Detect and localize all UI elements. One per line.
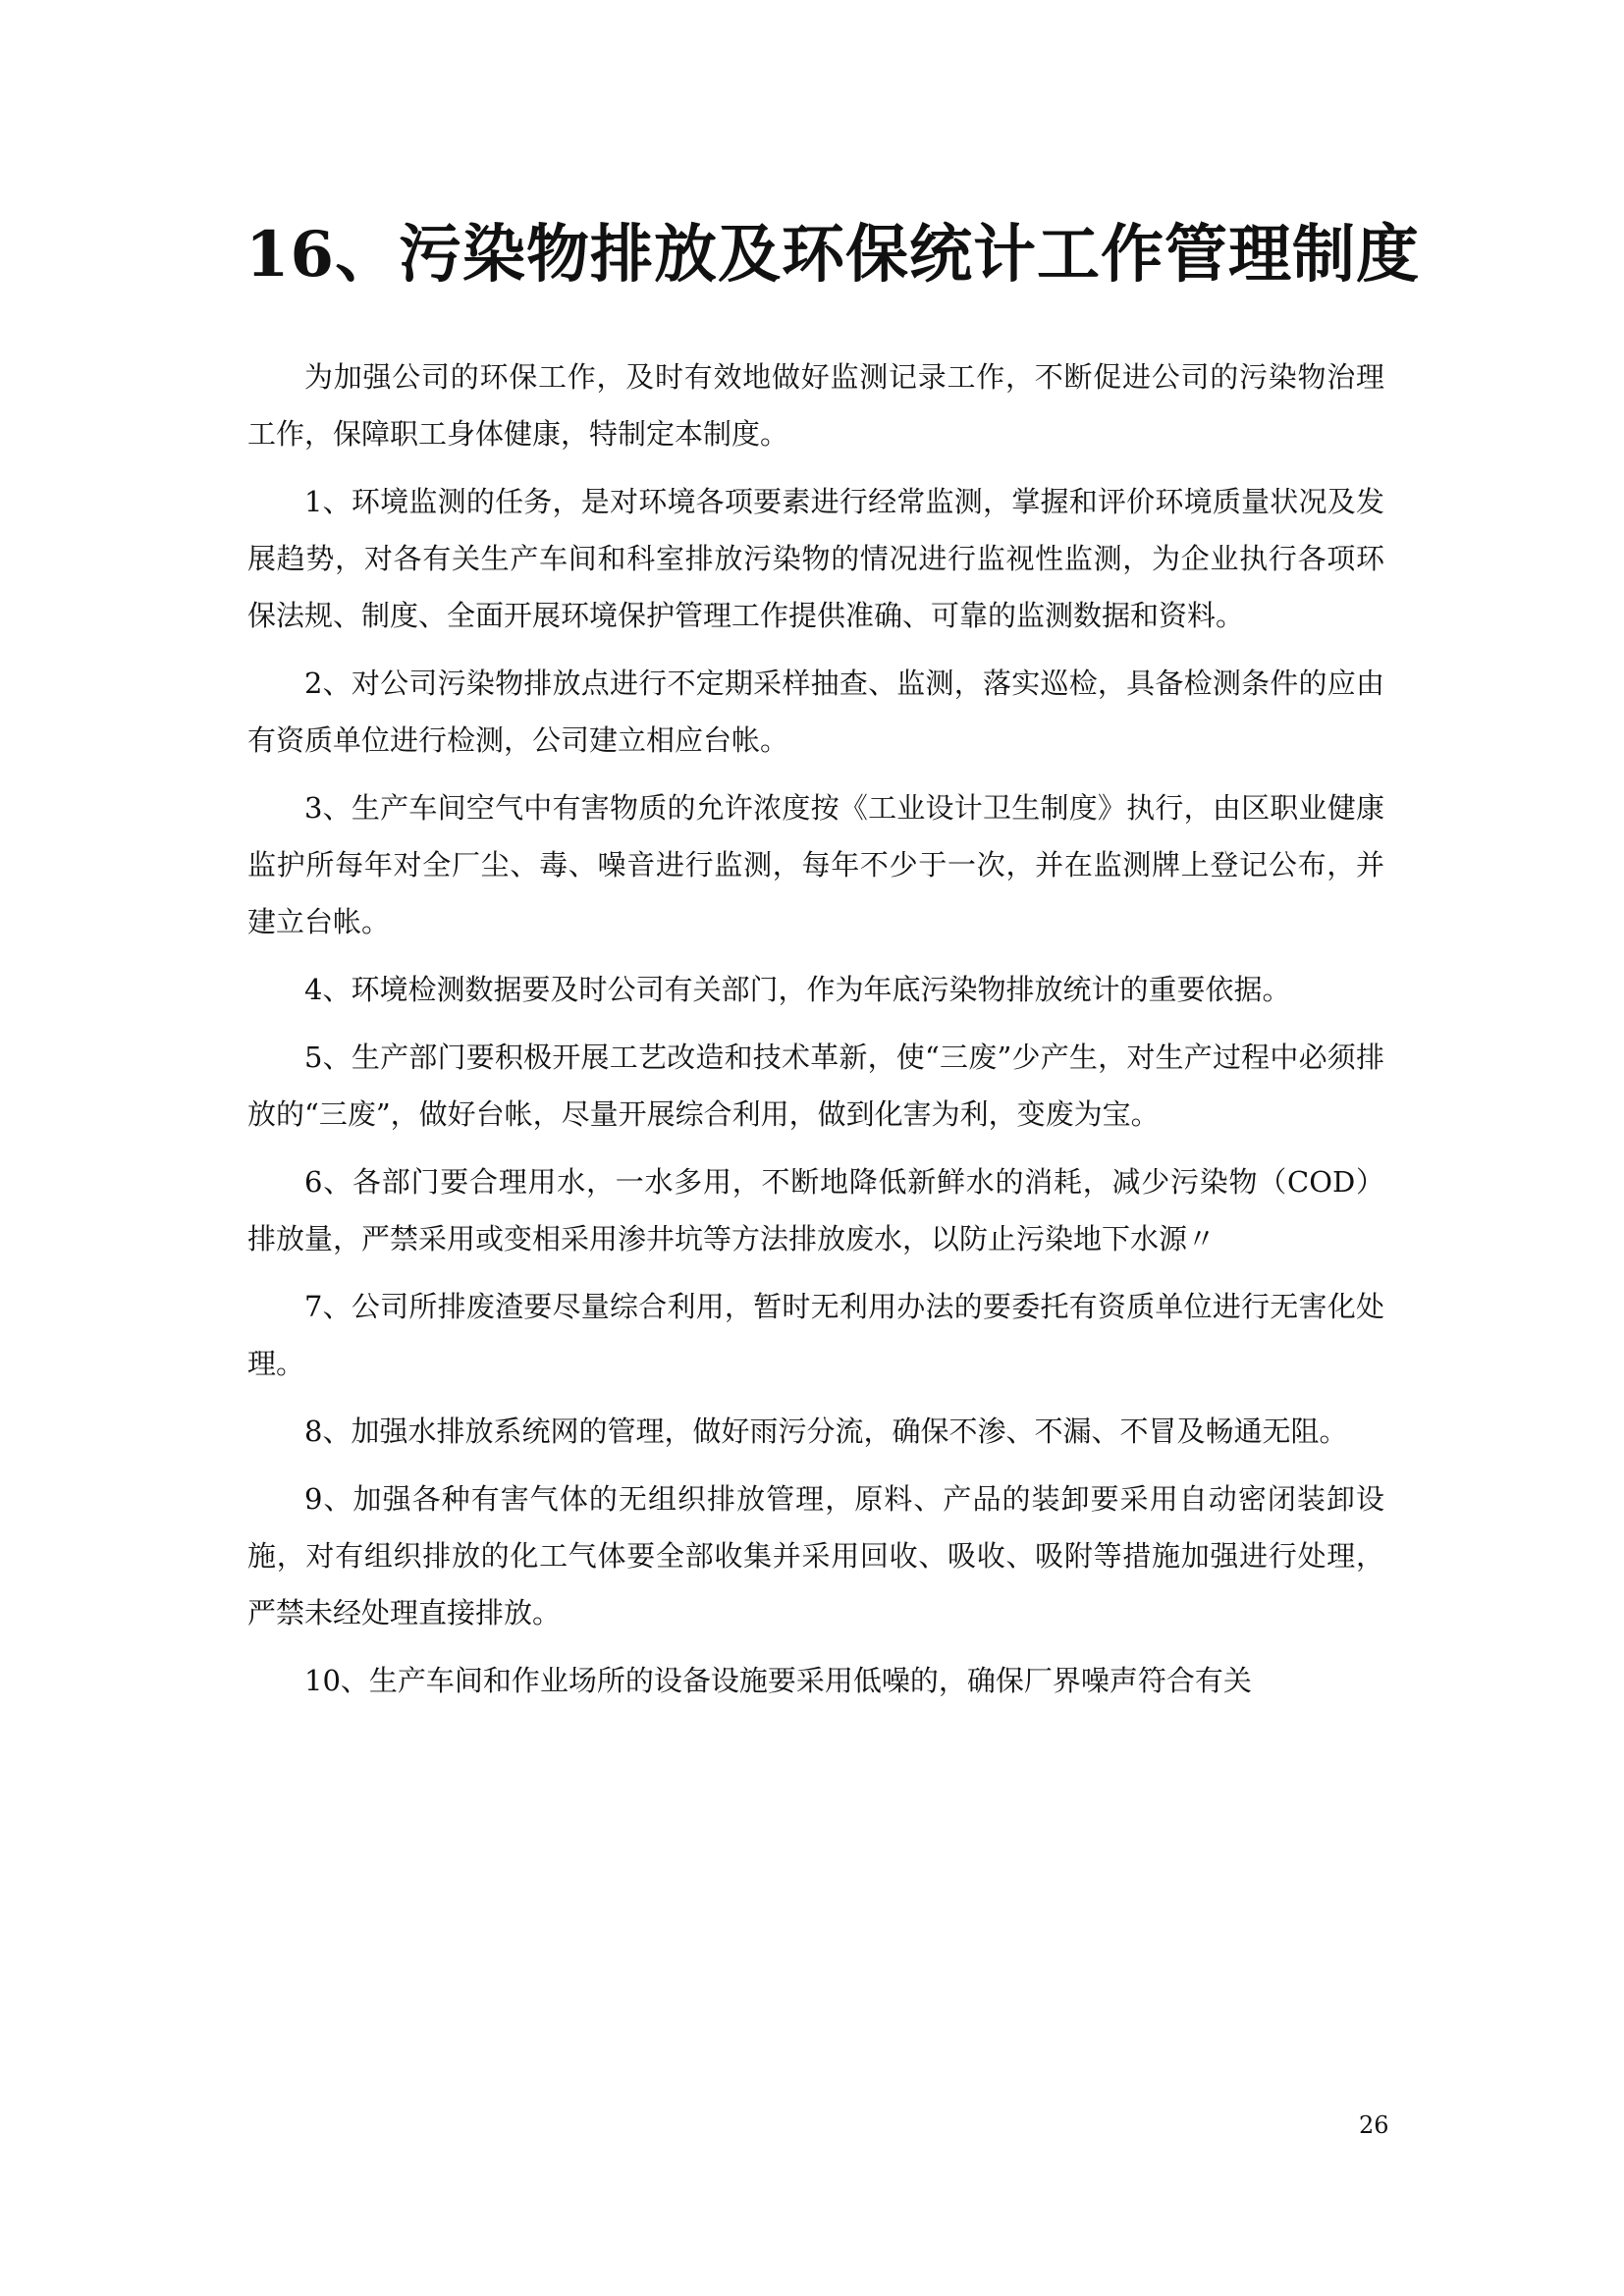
document-title: 16、污染物排放及环保统计工作管理制度 xyxy=(245,218,1421,292)
paragraph-intro: 为加强公司的环保工作，及时有效地做好监测记录工作，不断促进公司的污染物治理工作，保障职工身体健康，特制定本制度。 xyxy=(247,360,1384,451)
paragraph-item-6: 6、各部门要合理用水，一水多用，不断地降低新鲜水的消耗，减少污染物（COD）排放量，严禁采用或变相采用渗井坑等方法排放废水，以防止污染地下水源〃 xyxy=(247,1165,1384,1255)
document-body xyxy=(247,348,1384,1720)
paragraph-item-4: 4、环境检测数据要及时公司有关部门，作为年底污染物排放统计的重要依据。 xyxy=(304,973,1291,1006)
paragraph-item-10: 10、生产车间和作业场所的设备设施要采用低噪的，确保厂界噪声符合有关 xyxy=(304,1664,1252,1697)
paragraph-item-8: 8、加强水排放系统网的管理，做好雨污分流，确保不渗、不漏、不冒及畅通无阻。 xyxy=(304,1415,1348,1448)
page-number: 26 xyxy=(1359,2111,1389,2139)
paragraph-item-5: 5、生产部门要积极开展工艺改造和技术革新，使“三废”少产生，对生产过程中必须排放的“三废”，做好台帐，尽量开展综合利用，做到化害为利，变废为宝。 xyxy=(247,1041,1384,1131)
paragraph-item-9: 9、加强各种有害气体的无组织排放管理，原料、产品的装卸要采用自动密闭装卸设施，对有组织排放的化工气体要全部收集并采用回收、吸收、吸附等措施加强进行处理，严禁未经处理直接排放。 xyxy=(247,1482,1384,1629)
paragraph-item-2: 2、对公司污染物排放点进行不定期采样抽查、监测，落实巡检，具备检测条件的应由有资质单位进行检测，公司建立相应台帐。 xyxy=(247,667,1384,757)
paragraph-item-1: 1、环境监测的任务，是对环境各项要素进行经常监测，掌握和评价环境质量状况及发展趋势，对各有关生产车间和科室排放污染物的情况进行监视性监测，为企业执行各项环保法规、制度、全面开展环境保护管理工作提供准确、可靠的监测数据和资料。 xyxy=(247,485,1384,632)
paragraph-item-3: 3、生产车间空气中有害物质的允许浓度按《工业设计卫生制度》执行，由区职业健康监护所每年对全厂尘、毒、噪音进行监测，每年不少于一次，并在监测牌上登记公布，并建立台帐。 xyxy=(247,791,1384,938)
paragraph-item-7: 7、公司所排废渣要尽量综合利用，暂时无利用办法的要委托有资质单位进行无害化处理。 xyxy=(247,1290,1384,1380)
